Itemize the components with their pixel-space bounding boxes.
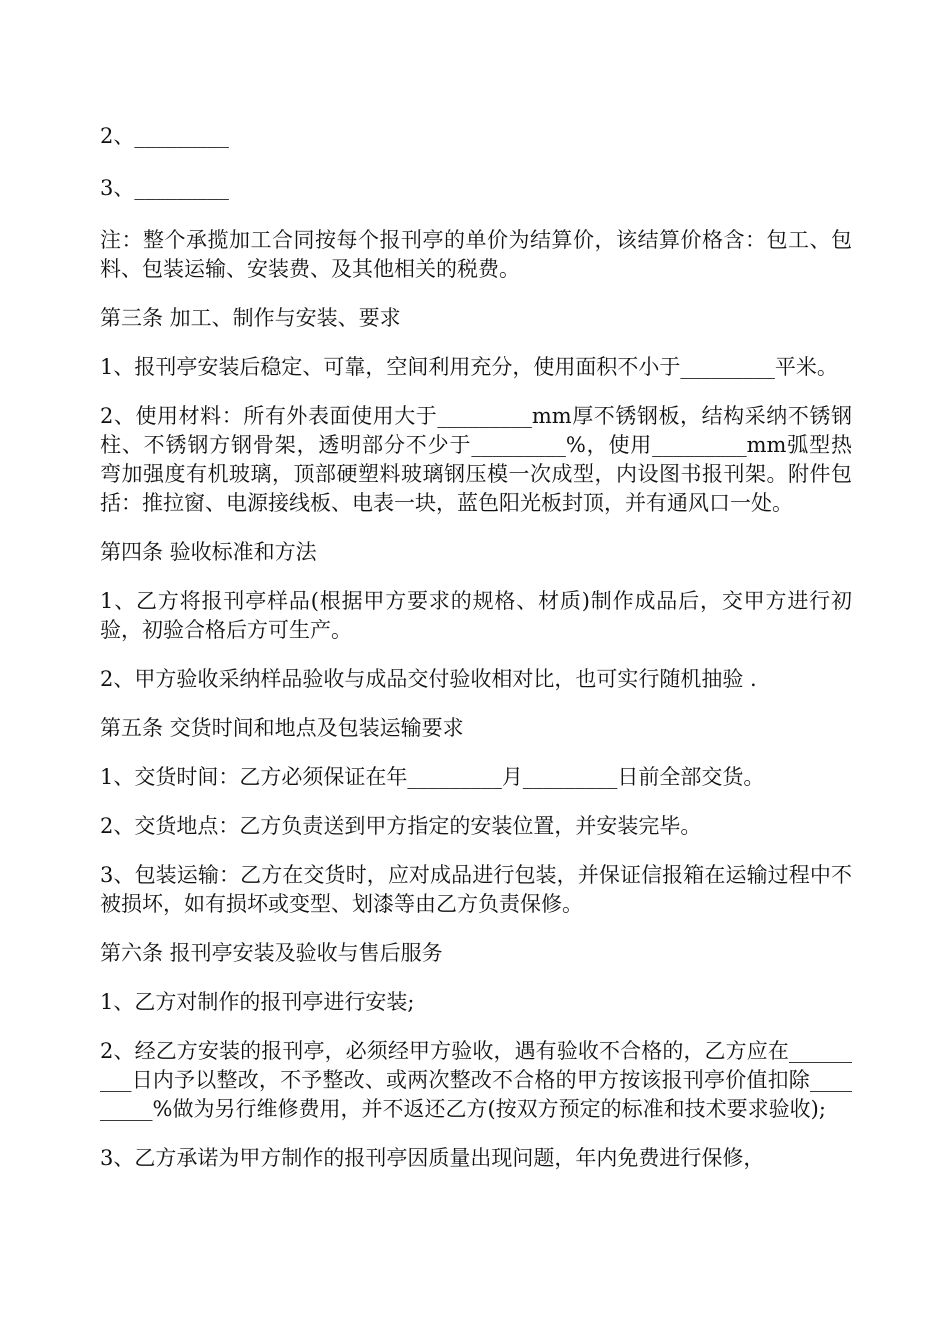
article-6-clause-3: 3、乙方承诺为甲方制作的报刊亭因质量出现问题，年内免费进行保修， bbox=[100, 1146, 765, 1170]
article-5-heading: 第五条 交货时间和地点及包装运输要求 bbox=[100, 716, 464, 740]
article-4-clause-1: 1、乙方将报刊亭样品(根据甲方要求的规格、材质)制作成品后，交甲方进行初验，初验合格后方可生产。 bbox=[100, 589, 852, 642]
article-3-clause-2: 2、使用材料：所有外表面使用大于_________mm厚不锈钢板，结构采纳不锈钢柱、不锈钢方钢骨架，透明部分不少于_________%，使用_________mm弧型热弯加强度有机玻璃，顶部硬塑料玻璃钢压模一次成型，内设图书报刊架。附件包括：推拉窗、电源接线板、电表一块，蓝色阳光板封顶，并有通风口一处。 bbox=[100, 404, 852, 515]
article-4-heading: 第四条 验收标准和方法 bbox=[100, 540, 317, 564]
list-item-3: 3、_________ bbox=[100, 176, 229, 200]
article-3-clause-1: 1、报刊亭安装后稳定、可靠，空间利用充分，使用面积不小于_________平米。 bbox=[100, 355, 838, 379]
document-body bbox=[100, 122, 852, 1193]
article-6-clause-2: 2、经乙方安装的报刊亭，必须经甲方验收，遇有验收不合格的，乙方应在_________日内予以整改，不予整改、或两次整改不合格的甲方按该报刊亭价值扣除_________%做为另行维修费用，并不返还乙方(按双方预定的标准和技术要求验收); bbox=[100, 1039, 852, 1121]
article-5-clause-1: 1、交货时间：乙方必须保证在年_________月_________日前全部交货。 bbox=[100, 765, 765, 789]
note-paragraph: 注：整个承揽加工合同按每个报刊亭的单价为结算价，该结算价格含：包工、包料、包装运输、安装费、及其他相关的税费。 bbox=[100, 228, 852, 281]
article-6-clause-1: 1、乙方对制作的报刊亭进行安装; bbox=[100, 990, 415, 1014]
list-item-2: 2、_________ bbox=[100, 124, 229, 148]
article-5-clause-3: 3、包装运输：乙方在交货时，应对成品进行包装，并保证信报箱在运输过程中不被损坏，如有损坏或变型、划漆等由乙方负责保修。 bbox=[100, 863, 852, 916]
article-4-clause-2: 2、甲方验收采纳样品验收与成品交付验收相对比，也可实行随机抽验 . bbox=[100, 667, 757, 691]
article-6-heading: 第六条 报刊亭安装及验收与售后服务 bbox=[100, 941, 443, 965]
article-5-clause-2: 2、交货地点：乙方负责送到甲方指定的安装位置，并安装完毕。 bbox=[100, 814, 702, 838]
article-3-heading: 第三条 加工、制作与安装、要求 bbox=[100, 306, 401, 330]
